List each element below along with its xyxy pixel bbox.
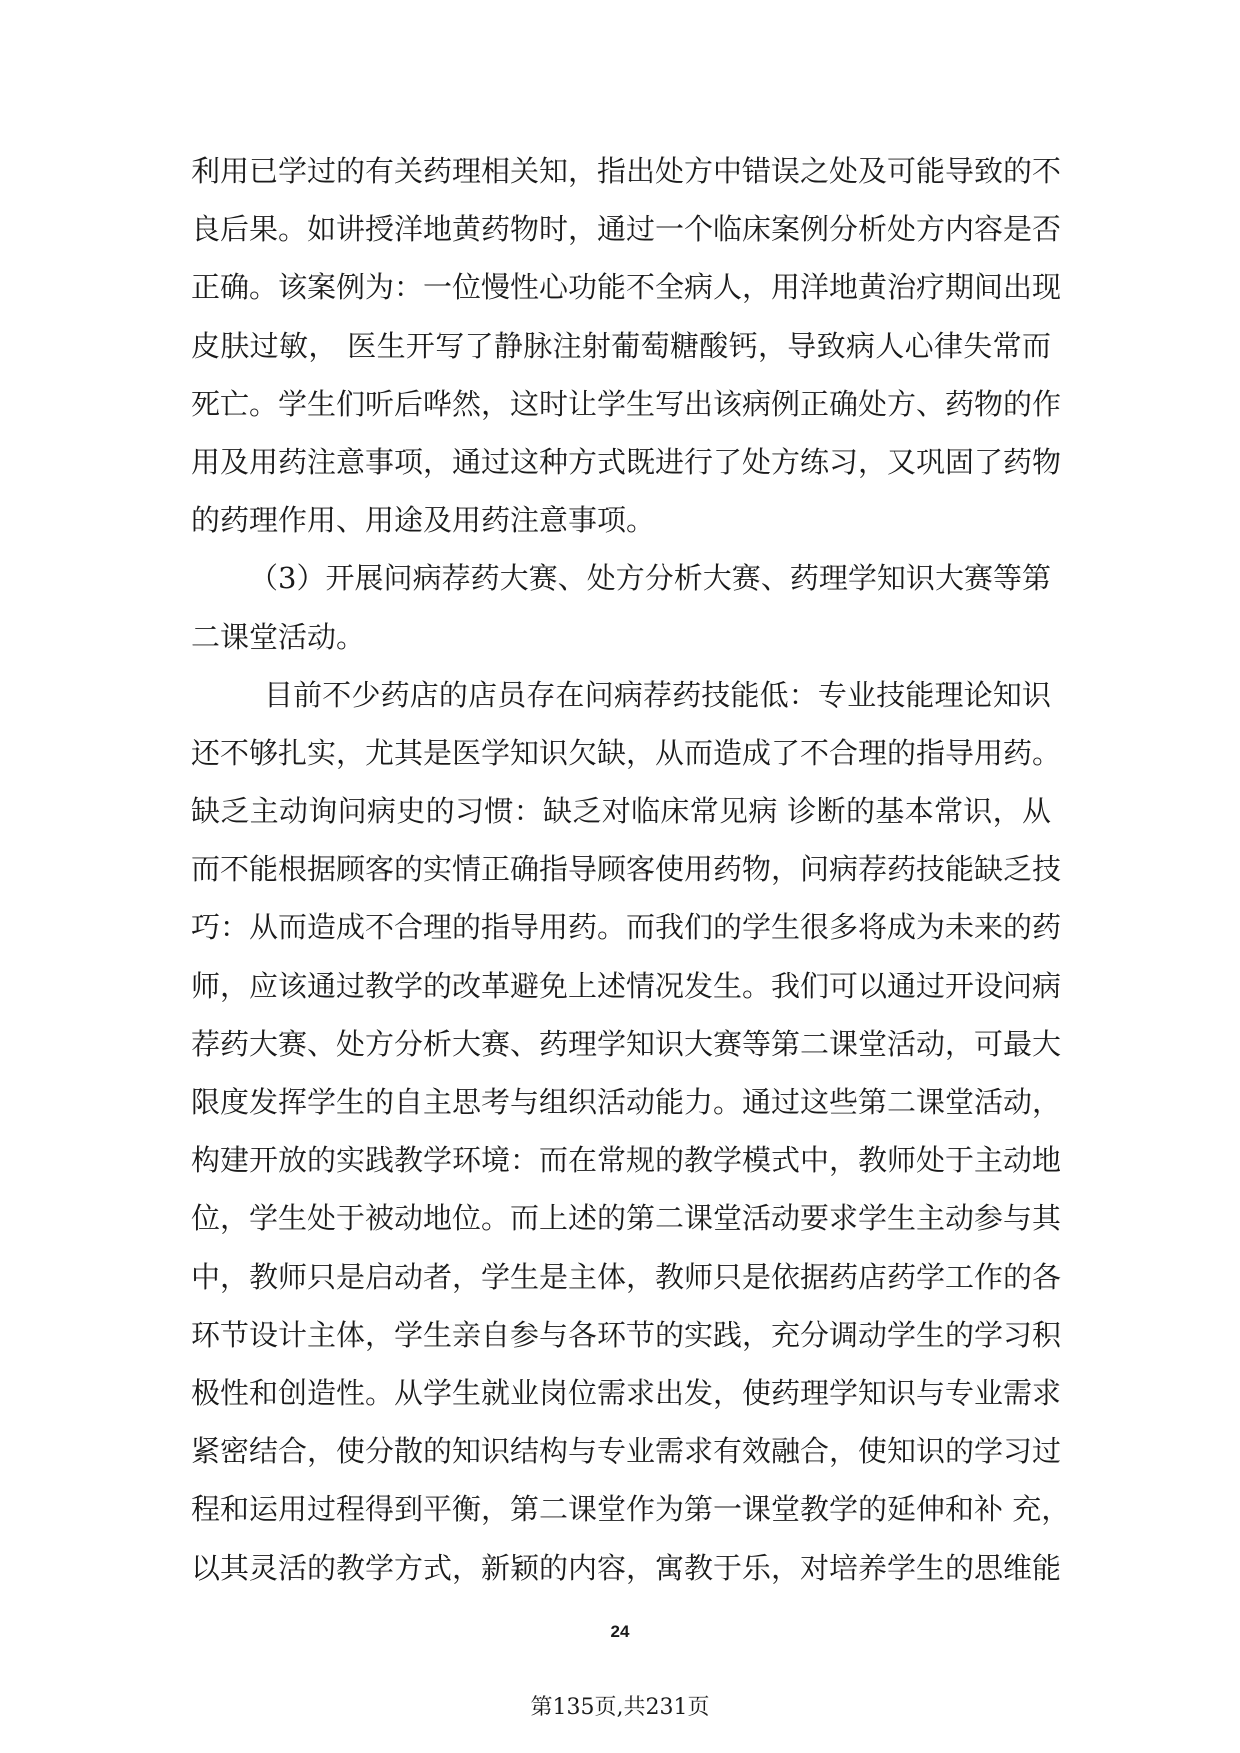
- paragraph-2: [191, 549, 1051, 665]
- text-line: 良后果。如讲授洋地黄药物时，通过一个临床案例分析处方内容是否: [191, 212, 1062, 247]
- text-line: 利用已学过的有关药理相关知，指出处方中错误之处及可能导致的不: [191, 154, 1062, 188]
- text-line: 紧密结合，使分散的知识结构与专业需求有效融合，使知识的学习过: [191, 1434, 1062, 1469]
- text-line: 的药理作用、用途及用药注意事项。: [191, 503, 656, 538]
- text-line: 还不够扎实，尤其是医学知识欠缺，从而造成了不合理的指导用药。: [191, 735, 1062, 770]
- text-line: 构建开放的实践教学环境：而在常规的教学模式中，教师处于主动地: [191, 1143, 1062, 1178]
- text-line: 限度发挥学生的自主思考与组织活动能力。通过这些第二课堂活动，: [191, 1085, 1062, 1119]
- text-line: 极性和创造性。从学生就业岗位需求出发，使药理学知识与专业需求: [191, 1375, 1062, 1410]
- text-line: 程和运用过程得到平衡，第二课堂作为第一课堂教学的延伸和补 充，: [191, 1492, 1071, 1527]
- text-line: 以其灵活的教学方式，新颖的内容，寓教于乐，对培养学生的思维能: [191, 1550, 1062, 1585]
- text-line: 荐药大赛、处方分析大赛、药理学知识大赛等第二课堂活动，可最大: [191, 1026, 1062, 1061]
- text-line: 缺乏主动询问病史的习惯：缺乏对临床常见病 诊断的基本常识，从: [191, 794, 1051, 829]
- text-line: 师，应该通过教学的改革避免上述情况发生。我们可以通过开设问病: [191, 968, 1062, 1003]
- text-line: 巧：从而造成不合理的指导用药。而我们的学生很多将成为未来的药: [191, 910, 1062, 945]
- page-number: 24: [610, 1622, 630, 1641]
- text-line: 正确。该案例为：一位慢性心功能不全病人，用洋地黄治疗期间出现: [191, 270, 1062, 305]
- paragraph-3: [191, 666, 1071, 1597]
- text-line: 皮肤过敏， 医生开写了静脉注射葡萄糖酸钙，导致病人心律失常而: [191, 328, 1051, 363]
- text-line: 目前不少药店的店员存在问病荐药技能低：专业技能理论知识: [264, 677, 1051, 712]
- text-line: 中，教师只是启动者，学生是主体，教师只是依据药店药学工作的各: [191, 1259, 1062, 1294]
- text-line: 二课堂活动。: [191, 619, 366, 654]
- text-line: 位，学生处于被动地位。而上述的第二课堂活动要求学生主动参与其: [191, 1201, 1062, 1236]
- text-line: 环节设计主体，学生亲自参与各环节的实践，充分调动学生的学习积: [191, 1317, 1062, 1352]
- text-line: 用及用药注意事项，通过这种方式既进行了处方练习，又巩固了药物: [191, 444, 1062, 479]
- text-line: 而不能根据顾客的实情正确指导顾客使用药物，问病荐药技能缺乏技: [191, 852, 1062, 887]
- page-footer: 第135页,共231页: [530, 1695, 710, 1720]
- text-line: （3）开展问病荐药大赛、处方分析大赛、药理学知识大赛等第: [249, 561, 1051, 596]
- body-text: [191, 142, 1071, 1597]
- text-line: 死亡。学生们听后哗然，这时让学生写出该病例正确处方、药物的作: [191, 386, 1062, 421]
- paragraph-1: [191, 142, 1062, 549]
